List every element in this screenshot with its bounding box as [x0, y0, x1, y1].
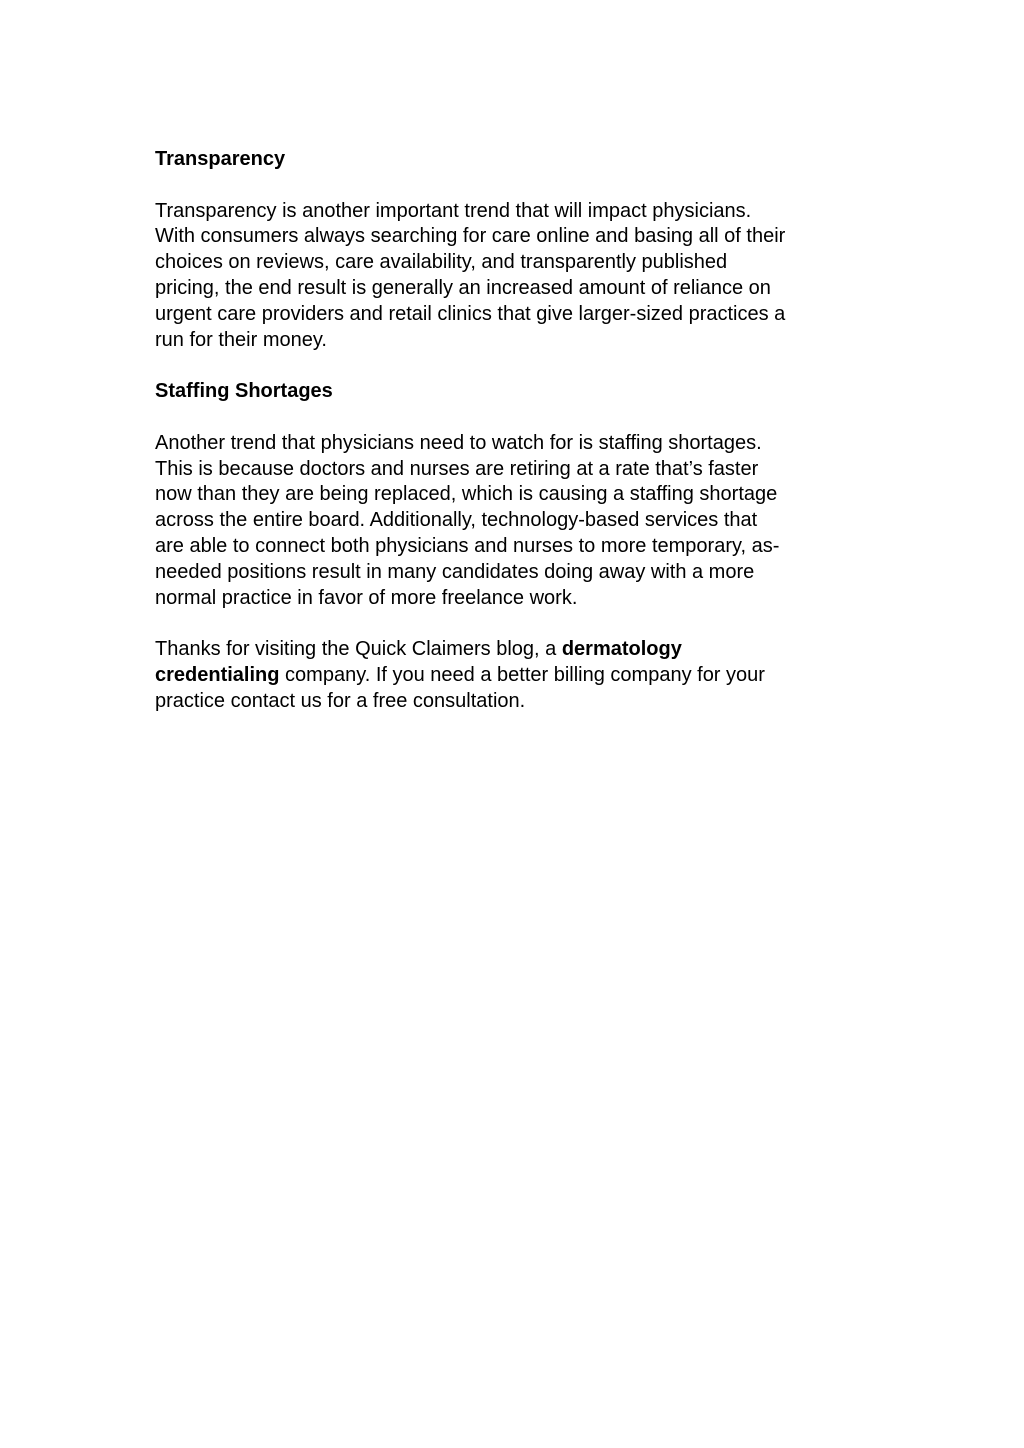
- text-line: run for their money.: [155, 328, 327, 351]
- section-heading-staffing-shortages: Staffing Shortages: [155, 380, 333, 403]
- closing-text: company. If you need a better billing company for your: [279, 663, 765, 686]
- spacer: [155, 611, 875, 637]
- text-line: pricing, the end result is generally an increased amount of reliance on: [155, 276, 771, 299]
- text-line: With consumers always searching for care online and basing all of their: [155, 225, 786, 248]
- bold-keyword: credentialing: [155, 663, 280, 686]
- text-line: Another trend that physicians need to watch for is staffing shortages.: [155, 431, 762, 454]
- text-line: needed positions result in many candidates doing away with a more: [155, 560, 755, 583]
- section-heading-transparency: Transparency: [155, 148, 286, 170]
- text-line: choices on reviews, care availability, and transparently published: [155, 251, 728, 274]
- closing-text: Thanks for visiting the Quick Claimers blog, a: [155, 638, 562, 661]
- spacer: [155, 173, 875, 199]
- text-line: normal practice in favor of more freelance work.: [155, 586, 578, 609]
- text-line: Transparency is another important trend that will impact physicians.: [155, 199, 752, 222]
- document-page: [155, 147, 875, 715]
- text-line: now than they are being replaced, which is causing a staffing shortage: [155, 483, 778, 506]
- text-line: practice contact us for a free consultation.: [155, 689, 526, 712]
- text-line: [155, 637, 875, 663]
- bold-keyword: dermatology: [561, 638, 682, 661]
- text-line: are able to connect both physicians and nurses to more temporary, as-: [155, 534, 780, 557]
- spacer: [155, 405, 875, 431]
- text-line: urgent care providers and retail clinics that give larger-sized practices a: [155, 302, 786, 325]
- spacer: [155, 353, 875, 379]
- closing-paragraph: [155, 637, 875, 714]
- text-line: This is because doctors and nurses are retiring at a rate that’s faster: [155, 457, 759, 480]
- paragraph-transparency: [155, 199, 875, 354]
- text-line: across the entire board. Additionally, technology-based services that: [155, 509, 758, 532]
- paragraph-staffing-shortages: [155, 431, 875, 612]
- text-line: [155, 663, 875, 689]
